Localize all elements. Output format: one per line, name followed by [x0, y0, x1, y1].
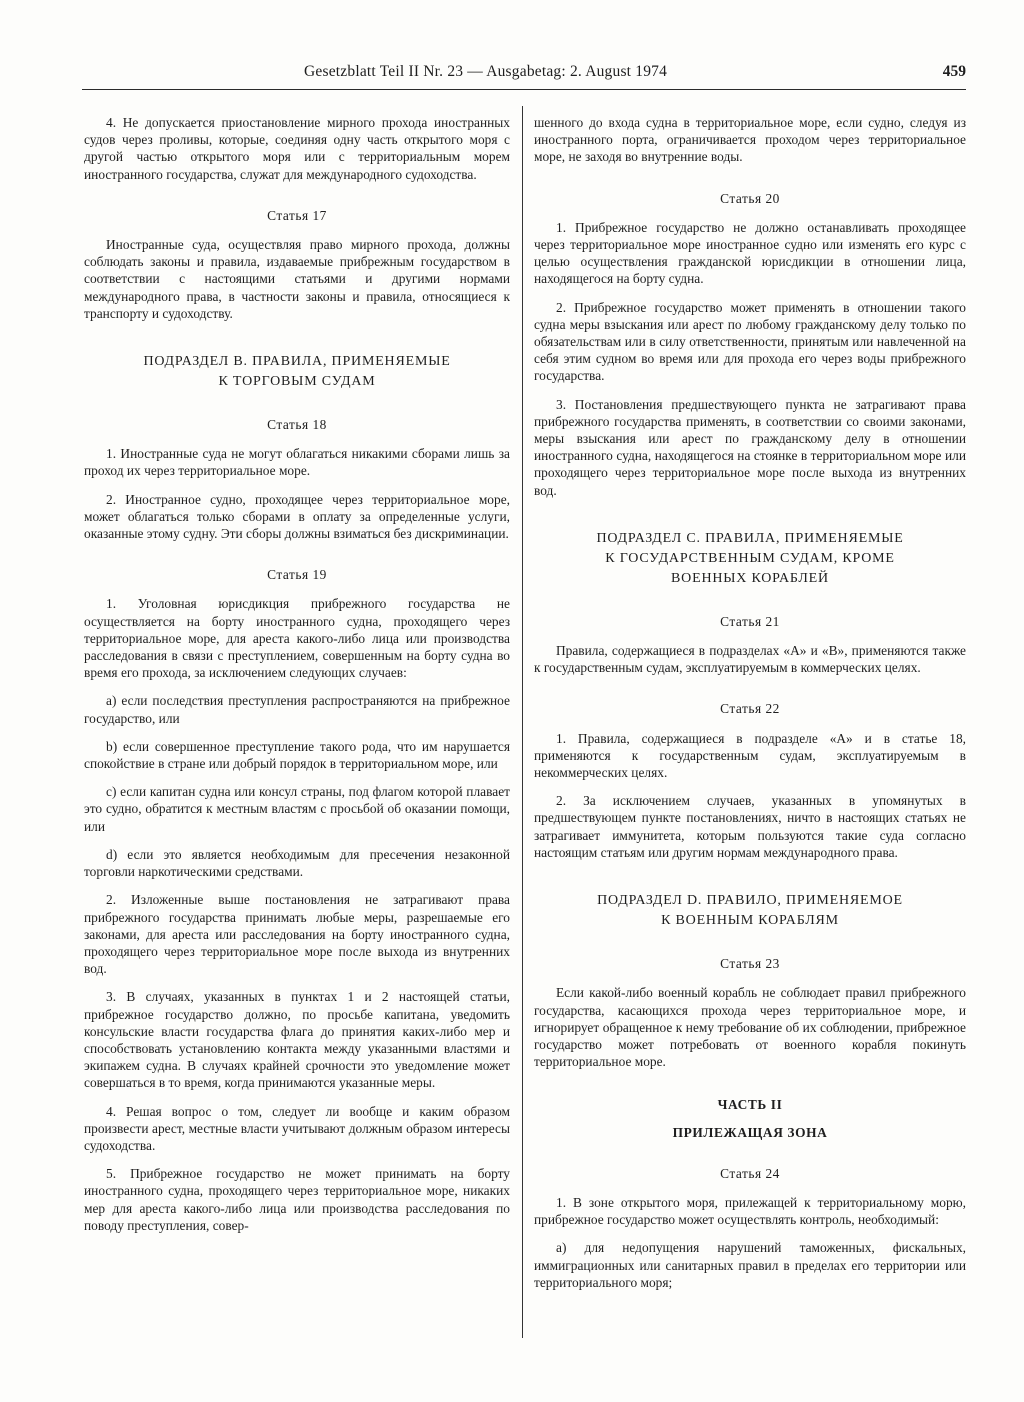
article-heading: Статья 20 [720, 190, 780, 206]
paragraph: 1. Прибрежное государство не должно останавливать проходящее через территориальное море иностранное судно или изменять его курс с целью осуществления гражданской юрисдикции в отношении лица, находящегося на борту судна. [534, 219, 966, 287]
subsection-heading [534, 891, 966, 931]
paragraph: 1. В зоне открытого моря, прилежащей к территориальному морю, прибрежное государство может осуществлять контроль, необходимый: [534, 1194, 966, 1228]
article-heading: Статья 24 [720, 1165, 780, 1181]
paragraph: a) если последствия преступления распространяются на прибрежное государство, или [84, 693, 510, 726]
paragraph: 1. Уголовная юрисдикция прибрежного государства не осуществляется на борту иностранного судна, проходящего через территориальное море, для ареста какого-либо лица или производства расследования в связи с преступлением, совершенным на борту судна во время его прохода, за исключением следующих случаев: [84, 596, 510, 681]
article-heading: Статья 17 [267, 207, 327, 223]
paragraph: 4. Решая вопрос о том, следует ли вообще и каким образом произвести арест, местные власти учитывают должным образом интересы судоходства. [84, 1103, 510, 1153]
subsection-heading [534, 529, 966, 589]
subsection-heading-line: К ВОЕННЫМ КОРАБЛЯМ [661, 913, 839, 929]
paragraph: 1. Иностранные суда не могут облагаться никакими сборами лишь за проход их через территориальное море. [84, 446, 510, 479]
header-title: Gesetzblatt Teil II Nr. 23 — Ausgabetag: 2. August 1974 [304, 63, 668, 80]
paragraph: Иностранные суда, осуществляя право мирного прохода, должны соблюдать законы и правила, издаваемые прибрежным государством в соответствии с настоящими статьями и другими нормами международного права, в частности законы и правила, относящиеся к транспорту и судоходству. [84, 237, 510, 321]
article-heading: Статья 22 [720, 701, 780, 717]
paragraph: 2. Изложенные выше постановления не затрагивают права прибрежного государства принимать любые меры, разрешаемые его законами, для ареста или расследования на борту иностранного судна, проходящего через территориальное море после выхода из внутренних вод. [84, 892, 510, 977]
article-heading: Статья 19 [267, 567, 327, 583]
right-column [534, 114, 966, 1302]
part-subtitle: ПРИЛЕЖАЩАЯ ЗОНА [672, 1124, 828, 1140]
page-header [82, 57, 966, 90]
subsection-heading-line: ПОДРАЗДЕЛ B. ПРАВИЛА, ПРИМЕНЯЕМЫЕ [143, 354, 451, 370]
subsection-heading-line: ПОДРАЗДЕЛ C. ПРАВИЛА, ПРИМЕНЯЕМЫЕ [596, 530, 904, 546]
paragraph: d) если это является необходимым для пресечения незаконной торговли наркотическими средствами. [84, 846, 510, 880]
part-heading: ЧАСТЬ II [717, 1097, 783, 1113]
subsection-heading-line: ВОЕННЫХ КОРАБЛЕЙ [671, 570, 829, 586]
paragraph: b) если совершенное преступление такого рода, что им нарушается спокойствие в стране или добрый порядок в территориальном море, или [84, 738, 510, 772]
paragraph: 5. Прибрежное государство не может принимать на борту иностранного судна, проходящего через территориальное море, никаких мер для ареста какого-либо лица или производства расследования по поводу преступления, совер- [84, 1166, 510, 1233]
paragraph: 2. Иностранное судно, проходящее через территориальное море, может облагаться только сборами в оплату за определенные услуги, оказанные этому судну. Эти сборы должны взиматься без дискриминации. [84, 491, 510, 542]
subsection-heading-line: К ГОСУДАРСТВЕННЫМ СУДАМ, КРОМЕ [605, 550, 895, 566]
article-heading: Статья 23 [720, 956, 780, 972]
left-column [84, 114, 510, 1245]
paragraph: c) если капитан судна или консул страны, под флагом которой плавает это судно, обратится к местным властям с просьбой об оказании помощи, или [84, 784, 510, 834]
paragraph: a) для недопущения нарушений таможенных, фискальных, иммиграционных или санитарных правил в пределах его территории или территориального моря; [534, 1240, 966, 1290]
paragraph: Правила, содержащиеся в подразделах «A» и «B», применяются также к государственным судам, эксплуатируемым в коммерческих целях. [534, 643, 966, 676]
article-heading: Статья 21 [720, 613, 780, 629]
paragraph: 4. Не допускается приостановление мирного прохода иностранных судов через проливы, которые, соединяя одну часть открытого моря с другой частью открытого моря или с территориальным морем иностранного государства, служат для международного судоходства. [84, 115, 510, 182]
article-heading: Статья 18 [267, 417, 327, 433]
paragraph: шенного до входа судна в территориальное море, если судно, следуя из иностранного порта, ограничивается проходом через территориальное море, не заходя во внутренние воды. [534, 115, 966, 165]
subsection-heading-line: ПОДРАЗДЕЛ D. ПРАВИЛО, ПРИМЕНЯЕМОЕ [597, 893, 903, 909]
paragraph: Если какой-либо военный корабль не соблюдает правил прибрежного государства, касающихся прохода через территориальное море, и игнорирует обращенное к нему требование об их соблюдении, прибрежное государство может потребовать от военного корабля покинуть территориальное море. [534, 985, 966, 1070]
paragraph: 2. За исключением случаев, указанных в упомянутых в предшествующем пункте постановлениях, ничто в настоящих статьях не затрагивает иммунитета, которым пользуются такие суда согласно настоящим статьям или другим нормам международного права. [534, 793, 966, 860]
column-divider [522, 106, 523, 1338]
subsection-heading [84, 352, 510, 392]
paragraph: 3. В случаях, указанных в пунктах 1 и 2 настоящей статьи, прибрежное государство должно, по просьбе капитана, уведомить консульские власти государства флага до принятия каких-либо мер и способствовать установлению контакта между указанными властями и экипажем судна. В случаях крайней срочности это уведомление может совершаться в то время, когда принимаются указанные меры. [84, 989, 510, 1091]
paragraph: 3. Постановления предшествующего пункта не затрагивают права прибрежного государства применять, в соответствии со своими законами, меры взыскания или арест по гражданскому делу в отношении иностранного судна, находящегося на стоянке в территориальном море или проходящего через территориальное море после выхода из внутренних вод. [534, 396, 966, 498]
subsection-heading-line: К ТОРГОВЫМ СУДАМ [218, 374, 376, 390]
page-number: 459 [942, 63, 966, 80]
paragraph: 2. Прибрежное государство может применять в отношении такого судна меры взыскания или арест по любому гражданскому делу только по обязательствам или в силу ответственности, принятым или навлеченной на себя этим судном во время или для прохода его через воды прибрежного государства. [534, 299, 966, 384]
paragraph: 1. Правила, содержащиеся в подразделе «A» и в статье 18, применяются к государственным судам, эксплуатируемым в некоммерческих целях. [534, 730, 966, 781]
